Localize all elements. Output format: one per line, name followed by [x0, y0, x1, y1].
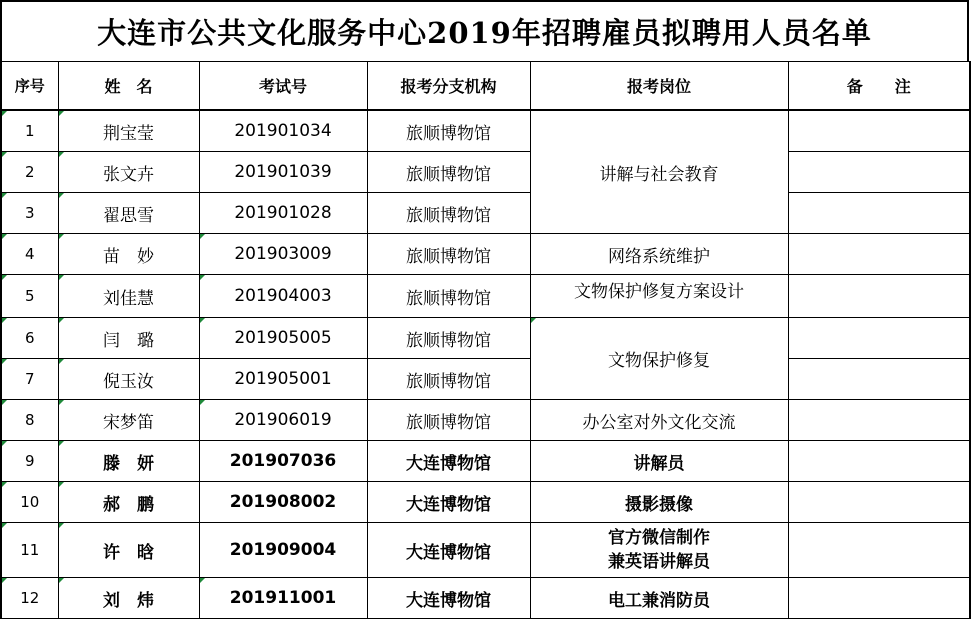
cell-branch: 大连博物馆: [367, 578, 530, 619]
cell-seq: 8: [1, 400, 58, 441]
cell-exam-no: 201904003: [199, 275, 367, 318]
cell-remark: [788, 578, 970, 619]
cell-branch: 大连博物馆: [367, 523, 530, 578]
cell-name: 许 晗: [58, 523, 199, 578]
cell-remark: [788, 234, 970, 275]
cell-name: 翟思雪: [58, 193, 199, 234]
table-row: [1, 193, 970, 234]
cell-position: 电工兼消防员: [530, 578, 788, 619]
cell-seq: 6: [1, 318, 58, 359]
cell-branch: 旅顺博物馆: [367, 359, 530, 400]
header-remark: 备 注: [788, 62, 970, 111]
cell-exam-no: 201907036: [199, 441, 367, 482]
cell-seq: 5: [1, 275, 58, 318]
position-line-2: 兼英语讲解员: [608, 552, 710, 572]
cell-seq: 4: [1, 234, 58, 275]
header-name: 姓 名: [58, 62, 199, 111]
cell-name: 苗 妙: [58, 234, 199, 275]
cell-name: 闫 璐: [58, 318, 199, 359]
table-row: [1, 359, 970, 400]
cell-exam-no: 201908002: [199, 482, 367, 523]
cell-remark: [788, 482, 970, 523]
cell-seq: 1: [1, 110, 58, 152]
cell-position: 文物保护修复: [530, 318, 788, 400]
cell-position: 讲解员: [530, 441, 788, 482]
cell-remark: [788, 400, 970, 441]
table-row: [1, 578, 970, 619]
cell-exam-no: 201911001: [199, 578, 367, 619]
cell-branch: 旅顺博物馆: [367, 318, 530, 359]
cell-remark: [788, 359, 970, 400]
table-row: [1, 441, 970, 482]
cell-seq: 10: [1, 482, 58, 523]
cell-remark: [788, 441, 970, 482]
cell-exam-no: 201909004: [199, 523, 367, 578]
cell-position: [530, 523, 788, 578]
cell-branch: 大连博物馆: [367, 441, 530, 482]
sheet-title: 大连市公共文化服务中心2019年招聘雇员拟聘用人员名单: [0, 0, 969, 62]
cell-position: 网络系统维护: [530, 234, 788, 275]
table-row: [1, 523, 970, 578]
cell-branch: 旅顺博物馆: [367, 400, 530, 441]
cell-name: 刘佳慧: [58, 275, 199, 318]
cell-position: 文物保护修复方案设计: [530, 275, 788, 318]
cell-branch: 旅顺博物馆: [367, 234, 530, 275]
cell-name: 宋梦笛: [58, 400, 199, 441]
cell-exam-no: 201903009: [199, 234, 367, 275]
header-seq: 序号: [1, 62, 58, 111]
cell-branch: 旅顺博物馆: [367, 110, 530, 152]
table-header-row: [1, 62, 970, 111]
table-row: [1, 275, 970, 318]
table-row: [1, 152, 970, 193]
cell-name: 张文卉: [58, 152, 199, 193]
cell-branch: 旅顺博物馆: [367, 193, 530, 234]
cell-exam-no: 201905001: [199, 359, 367, 400]
cell-seq: 9: [1, 441, 58, 482]
table-row: [1, 318, 970, 359]
cell-exam-no: 201901034: [199, 110, 367, 152]
cell-remark: [788, 193, 970, 234]
cell-name: 倪玉汝: [58, 359, 199, 400]
personnel-table: [0, 61, 971, 619]
cell-branch: 大连博物馆: [367, 482, 530, 523]
cell-remark: [788, 275, 970, 318]
cell-exam-no: 201901039: [199, 152, 367, 193]
header-branch: 报考分支机构: [367, 62, 530, 111]
cell-position: 办公室对外文化交流: [530, 400, 788, 441]
table-row: [1, 110, 970, 152]
cell-branch: 旅顺博物馆: [367, 275, 530, 318]
cell-branch: 旅顺博物馆: [367, 152, 530, 193]
cell-remark: [788, 318, 970, 359]
cell-remark: [788, 110, 970, 152]
cell-exam-no: 201905005: [199, 318, 367, 359]
cell-seq: 11: [1, 523, 58, 578]
cell-exam-no: 201906019: [199, 400, 367, 441]
header-position: 报考岗位: [530, 62, 788, 111]
cell-seq: 3: [1, 193, 58, 234]
table-row: [1, 482, 970, 523]
cell-exam-no: 201901028: [199, 193, 367, 234]
cell-remark: [788, 152, 970, 193]
cell-position: 讲解与社会教育: [530, 110, 788, 234]
header-exam-no: 考试号: [199, 62, 367, 111]
cell-remark: [788, 523, 970, 578]
cell-seq: 7: [1, 359, 58, 400]
cell-name: 郝 鹏: [58, 482, 199, 523]
position-line-1: 官方微信制作: [608, 528, 710, 548]
table-row: [1, 400, 970, 441]
cell-seq: 2: [1, 152, 58, 193]
cell-name: 滕 妍: [58, 441, 199, 482]
table-row: [1, 234, 970, 275]
cell-name: 刘 炜: [58, 578, 199, 619]
cell-seq: 12: [1, 578, 58, 619]
cell-position: 摄影摄像: [530, 482, 788, 523]
cell-name: 荆宝莹: [58, 110, 199, 152]
